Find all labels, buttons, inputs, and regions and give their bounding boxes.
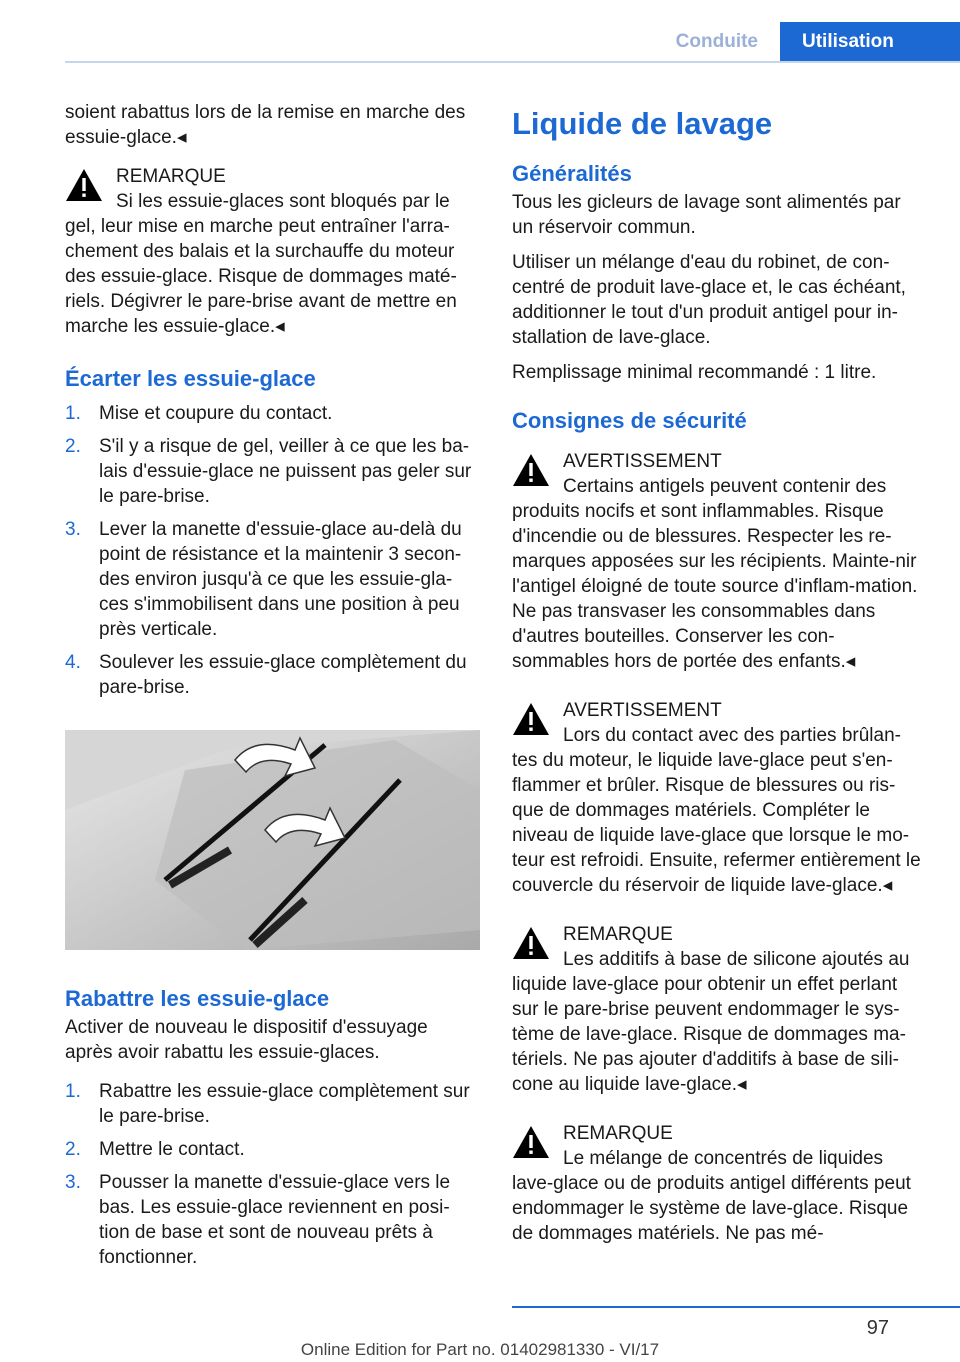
page-title: Liquide de lavage xyxy=(512,106,773,141)
footer-rule xyxy=(512,1306,960,1308)
warning-triangle-icon xyxy=(512,926,550,960)
wiper-illustration xyxy=(65,730,480,950)
section-title-ecarter: Écarter les essuie-glace xyxy=(65,366,316,391)
section-title-rabattre: Rabattre les essuie-glace xyxy=(65,986,330,1011)
tab-utilisation[interactable]: Utilisation xyxy=(780,22,960,62)
warning-label: AVERTISSEMENT xyxy=(563,451,722,472)
list-item: 4. Soulever les essuie-glace complètement du pare-brise. xyxy=(65,652,467,698)
warning-body: produits nocifs et sont inflammables. Risque d'incendie ou de blessures. Respecter les re-marques apposées sur les récipients. Mainte-nir l'antigel éloigné de toute source d'inflam-mation. Ne pas transvaser les consommables dans d'autres bouteilles. Conserver les con-sommables hors de portée des enfants.◂ xyxy=(512,501,918,672)
list-item: 3. Pousser la manette d'essuie-glace vers le bas. Les essuie-glace reviennent en posi-tion de base et sont de nouveau prêts à fonctionner. xyxy=(65,1172,451,1268)
list-item: 2. S'il y a risque de gel, veiller à ce que les ba-lais d'essuie-glace ne puissent pas geler sur le pare-brise. xyxy=(65,436,472,507)
warning-first-line: Lors du contact avec des parties brûlan- xyxy=(563,725,901,746)
steps-list-rabattre xyxy=(65,1079,480,1270)
warning-block xyxy=(512,698,927,898)
note-label: REMARQUE xyxy=(563,924,673,945)
note-block xyxy=(512,922,927,1097)
rabattre-intro: Activer de nouveau le dispositif d'essuyage après avoir rabattu les essuie-glaces. xyxy=(65,1017,428,1063)
note-first-line: Le mélange de concentrés de liquides xyxy=(563,1148,884,1169)
note-body: liquide lave-glace pour obtenir un effet perlant sur le pare-brise peuvent endommager le sys-tème de lave-glace. Risque de dommages ma-tériels. Ne pas ajouter d'additifs à base de sili-cone au liquide lave-glace.◂ xyxy=(512,974,906,1095)
list-item: 1. Rabattre les essuie-glace complètement sur le pare-brise. xyxy=(65,1081,470,1127)
section-title-generalites: Généralités xyxy=(512,161,632,186)
warning-triangle-icon xyxy=(512,1125,550,1159)
note-body: gel, leur mise en marche peut entraîner l'arra-chement des balais et la surchauffe du moteur des essuie-glace. Risque de dommages maté-riels. Dégivrer le pare-brise avant de mettre en marche les essuie-glace.◂ xyxy=(65,216,457,337)
note-label: REMARQUE xyxy=(116,166,226,187)
note-body: lave-glace ou de produits antigel différents peut endommager le système de lave-glace. Risque de dommages matériels. Ne pas mé- xyxy=(512,1173,911,1244)
list-item: 2. Mettre le contact. xyxy=(65,1139,245,1160)
general-p1: Tous les gicleurs de lavage sont alimentés par un réservoir commun. xyxy=(512,192,901,238)
note-first-line: Les additifs à base de silicone ajoutés au xyxy=(563,949,910,970)
header-tabs xyxy=(654,22,960,62)
edition-footer: Online Edition for Part no. 01402981330 - VI/17 xyxy=(300,1340,660,1359)
header-rule xyxy=(65,61,960,63)
warning-label: AVERTISSEMENT xyxy=(563,700,722,721)
page-number: 97 xyxy=(866,1317,889,1339)
note-block xyxy=(65,164,480,339)
warning-triangle-icon xyxy=(512,453,550,487)
warning-triangle-icon xyxy=(65,168,103,202)
section-title-consignes: Consignes de sécurité xyxy=(512,408,747,433)
warning-first-line: Certains antigels peuvent contenir des xyxy=(563,476,887,497)
warning-triangle-icon xyxy=(512,702,550,736)
warning-body: tes du moteur, le liquide lave-glace peut s'en-flammer et brûler. Risque de blessures ou ris-que de dommages matériels. Compléter le niveau de liquide lave-glace que lorsque le mo-teur est refroidi. Ensuite, refermer entièrement le couvercle du réservoir de liquide lave-glace.◂ xyxy=(512,750,921,896)
tab-conduite[interactable]: Conduite xyxy=(675,31,758,52)
right-column xyxy=(512,100,927,1262)
list-item: 3. Lever la manette d'essuie-glace au-delà du point de résistance et la maintenir 3 secon-des environ jusqu'à ce que les essuie-gla-ces s'immobilisent dans une position à peu près verticale. xyxy=(65,519,462,640)
left-column xyxy=(65,100,480,1282)
general-p2: Utiliser un mélange d'eau du robinet, de con-centré de produit lave-glace et, le cas échéant, additionner le tout d'un produit antigel pour in-stallation de lave-glace. xyxy=(512,252,906,348)
note-label: REMARQUE xyxy=(563,1123,673,1144)
intro-text: soient rabattus lors de la remise en marche des essuie-glace.◂ xyxy=(65,102,466,148)
note-first-line: Si les essuie-glaces sont bloqués par le xyxy=(116,191,450,212)
list-item: 1. Mise et coupure du contact. xyxy=(65,403,333,424)
note-block xyxy=(512,1121,927,1246)
general-p3: Remplissage minimal recommandé : 1 litre. xyxy=(512,362,877,383)
warning-block xyxy=(512,449,927,674)
steps-list-ecarter xyxy=(65,401,480,700)
